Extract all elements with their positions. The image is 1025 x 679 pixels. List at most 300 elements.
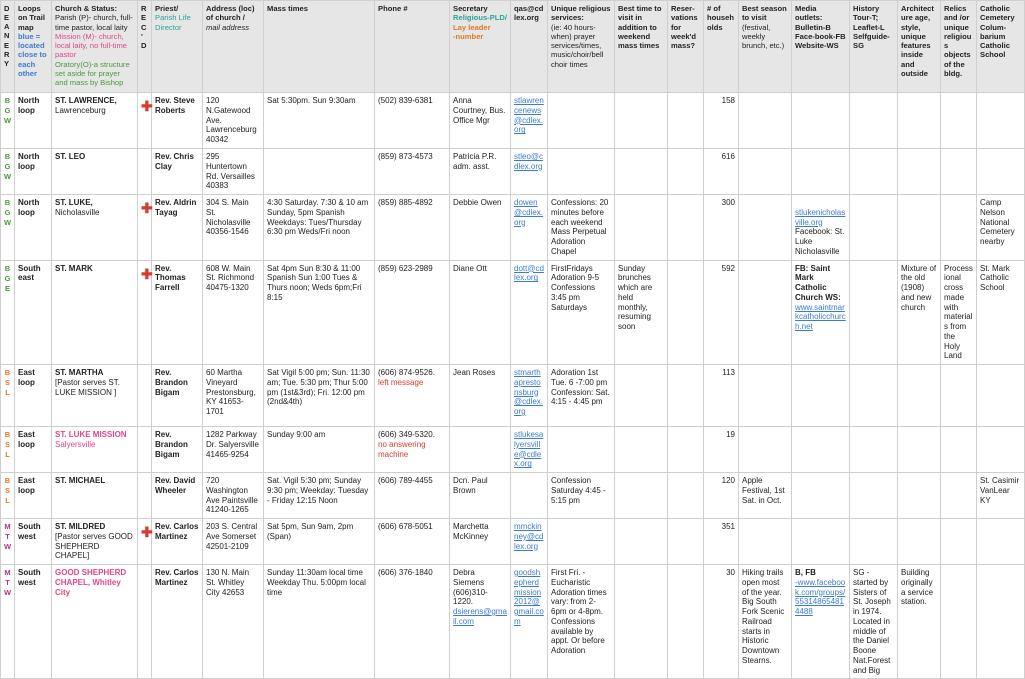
unique-services-cell: FirstFridays Adoration 9-5 Confessions 3:45 pm Saturdays — [548, 260, 615, 365]
phone-cell — [375, 427, 450, 473]
architecture-cell — [898, 195, 941, 261]
reservations-cell — [668, 93, 704, 149]
secretary-email-link[interactable]: dsierens@gmail.com — [453, 607, 507, 626]
unique-services-cell: Adoration 1st Tue. 6 -7:00 pm Confession: Sat. 4:15 - 4:45 pm — [548, 365, 615, 427]
mass-cell — [264, 149, 375, 195]
deanery-letter: G — [4, 273, 11, 283]
header-secretary — [450, 1, 511, 93]
priest-cell: Rev. Carlos Martinez — [152, 565, 203, 679]
reservations-cell — [668, 565, 704, 679]
header-address-label: Address (loc) of church / — [206, 4, 255, 23]
secretary-cell — [450, 565, 511, 679]
header-unique-label: Unique religious services: — [551, 4, 611, 23]
cemetery-cell — [977, 365, 1025, 427]
address-cell: 304 S. Main St. Nicholasville 40356-1546 — [203, 195, 264, 261]
households-cell: 120 — [704, 473, 739, 519]
header-priest-sub: Parish Life Director — [155, 13, 191, 32]
history-cell — [850, 149, 898, 195]
header-media-label: Media outlets: — [795, 4, 823, 23]
deanery-letter: S — [4, 440, 10, 450]
deanery-letter: B — [4, 152, 11, 161]
best-season-cell: Hiking trails open most of the year. Big South Fork Scenic Railroad starts in Historic Downtown Stearns. — [739, 565, 792, 679]
header-media-sub: Bulletin-B Face-book-FB Website-WS — [795, 22, 846, 50]
cemetery-cell — [977, 93, 1025, 149]
households-cell: 592 — [704, 260, 739, 365]
architecture-cell — [898, 473, 941, 519]
address-cell: 130 N. Main St. Whitley City 42653 — [203, 565, 264, 679]
secretary-cell — [450, 195, 511, 261]
header-best-season-sub: (festival, weekly brunch, etc.) — [742, 22, 785, 50]
media-cell — [792, 519, 850, 565]
church-cell — [52, 149, 138, 195]
media-text: FB: Saint Mark Catholic Church WS: — [795, 263, 841, 302]
email-cell — [511, 473, 548, 519]
architecture-cell: Building originally a service station. — [898, 565, 941, 679]
table-body — [1, 93, 1025, 679]
deanery-letter: G — [4, 208, 11, 218]
phone-cell — [375, 149, 450, 195]
history-cell — [850, 365, 898, 427]
email-cell — [511, 93, 548, 149]
reservations-cell — [668, 195, 704, 261]
table-row — [1, 149, 1025, 195]
secretary-name: Debra Siemens (606)310-1220. — [453, 568, 488, 607]
loop-cell: East loop — [15, 427, 52, 473]
phone-cell — [375, 365, 450, 427]
table-row — [1, 365, 1025, 427]
email-cell — [511, 149, 548, 195]
church-cell — [52, 519, 138, 565]
best-time-cell — [615, 519, 668, 565]
email-link[interactable]: stmarthaprestonsburg@cdlex.org — [514, 368, 544, 416]
mass-cell: 4:30 Saturday. 7:30 & 10 am Sunday, 5pm Spanish Weekdays: Tues/Thursday 6:30 pm Weds/Fri noon — [264, 195, 375, 261]
secretary-cell — [450, 93, 511, 149]
secretary-cell — [450, 427, 511, 473]
households-cell: 158 — [704, 93, 739, 149]
relics-cell — [941, 565, 977, 679]
phone-cell — [375, 260, 450, 365]
deanery-letter: M — [4, 522, 11, 531]
header-secretary-sub3: -number — [453, 31, 484, 41]
priest-cell: Rev. David Wheeler — [152, 473, 203, 519]
media-cell — [792, 565, 850, 679]
deanery-cell — [1, 260, 15, 365]
address-cell: 1282 Parkway Dr. Salyersville 41465-9254 — [203, 427, 264, 473]
deanery-letter: B — [4, 476, 11, 485]
mass-cell: Sat 5:30pm. Sun 9:30am — [264, 93, 375, 149]
cemetery-cell: St. Mark Catholic School — [977, 260, 1025, 365]
header-church-p: Parish (P)- church, full-time pastor, local laity — [55, 13, 133, 32]
secretary-cell — [450, 149, 511, 195]
priest-cell: Rev. Chris Clay — [152, 149, 203, 195]
cemetery-cell — [977, 149, 1025, 195]
deanery-letter: W — [4, 116, 12, 126]
header-relics: Relics and /or unique religious objects of the bldg. — [941, 1, 977, 93]
best-season-cell — [739, 365, 792, 427]
cemetery-cell — [977, 565, 1025, 679]
households-cell: 351 — [704, 519, 739, 565]
header-phone: Phone # — [375, 1, 450, 93]
history-cell — [850, 93, 898, 149]
phone-number: (606) 376-1840 — [378, 568, 433, 577]
loop-cell: South west — [15, 565, 52, 679]
relics-cell — [941, 473, 977, 519]
best-time-cell — [615, 473, 668, 519]
header-church — [52, 1, 138, 93]
architecture-cell: Mixture of the old (1908) and new church — [898, 260, 941, 365]
loop-cell: East loop — [15, 365, 52, 427]
header-reservations: Reser-vations for week'd mass? — [668, 1, 704, 93]
church-name: ST. LEO — [55, 152, 86, 161]
header-secretary-label: Secretary — [453, 4, 488, 13]
best-time-cell — [615, 195, 668, 261]
recd-cross-icon — [138, 149, 152, 195]
priest-cell: Rev. Brandon Bigam — [152, 427, 203, 473]
address-cell: 60 Martha Vineyard Prestonsburg, KY 41653-1701 — [203, 365, 264, 427]
best-time-cell: Sunday brunches which are held monthly, resuming soon — [615, 260, 668, 365]
header-loops — [15, 1, 52, 93]
email-link[interactable]: mmckinney@cdlex.org — [514, 522, 544, 551]
best-season-cell — [739, 195, 792, 261]
header-church-m: Mission (M)- church, local laity, no full-time pastor — [55, 31, 128, 60]
deanery-cell — [1, 149, 15, 195]
media-cell — [792, 473, 850, 519]
cemetery-cell: Camp Nelson National Cemetery nearby — [977, 195, 1025, 261]
secretary-cell — [450, 473, 511, 519]
mass-cell: Sat 5pm, Sun 9am, 2pm (Span) — [264, 519, 375, 565]
deanery-letter: M — [4, 568, 11, 577]
media-cell — [792, 427, 850, 473]
table-row — [1, 427, 1025, 473]
header-address-sub: mail address — [206, 22, 250, 32]
best-time-cell — [615, 365, 668, 427]
deanery-letter: G — [4, 106, 11, 116]
relics-cell — [941, 93, 977, 149]
header-loops-note: blue = located close to each other — [18, 31, 47, 78]
deanery-letter: B — [4, 368, 11, 377]
email-cell — [511, 195, 548, 261]
mass-cell: Sat. Vigil 5:30 pm; Sunday 9:30 pm; Weekday: Tuesday - Friday 12:15 Noon — [264, 473, 375, 519]
deanery-letter: W — [4, 542, 12, 552]
church-name: ST. LAWRENCE, — [55, 96, 117, 105]
header-architecture: Architecture age, style, unique features inside and outside — [898, 1, 941, 93]
deanery-letter: E — [4, 283, 10, 293]
deanery-letter: L — [5, 388, 10, 398]
email-link[interactable]: stlukesalyersville@cdlex.org — [514, 430, 544, 469]
deanery-letter: B — [4, 430, 11, 439]
loop-cell: North loop — [15, 149, 52, 195]
phone-number: (606) 349-5320. — [378, 430, 435, 439]
secretary-name: Jean Roses — [453, 368, 496, 377]
history-cell: SG - started by Sisters of St. Joseph in 1974. Located in middle of the Daniel Boone Nat.Forest and Big — [850, 565, 898, 679]
unique-services-cell — [548, 427, 615, 473]
mass-cell: Sat Vigil 5:00 pm; Sun. 11:30 am; Tue. 5:30 pm; Thur 5:00 pm (1st&3rd); Fri. 12:00 pm (2nd&4th) — [264, 365, 375, 427]
best-time-cell — [615, 93, 668, 149]
relics-cell — [941, 427, 977, 473]
architecture-cell — [898, 427, 941, 473]
loop-cell: North loop — [15, 93, 52, 149]
header-church-label: Church & Status: — [55, 4, 118, 13]
secretary-name: Anna Courtney, Bus. Office Mgr — [453, 96, 506, 125]
header-best-time: Best time to visit in addition to weekend mass times — [615, 1, 668, 93]
header-history-label: History — [853, 4, 880, 13]
best-season-cell — [739, 427, 792, 473]
email-cell — [511, 427, 548, 473]
mass-cell: Sat 4pm Sun 8:30 & 11:00 Spanish Sun 1:00 Tues & Thurs noon; Weds 6pm;Fri 8:15 — [264, 260, 375, 365]
table-row — [1, 195, 1025, 261]
unique-services-cell — [548, 149, 615, 195]
phone-cell — [375, 519, 450, 565]
phone-cell — [375, 473, 450, 519]
reservations-cell — [668, 519, 704, 565]
loop-cell: South east — [15, 260, 52, 365]
email-cell — [511, 519, 548, 565]
church-note: [Pastor serves ST. LUKE MISSION ] — [55, 377, 120, 397]
reservations-cell — [668, 149, 704, 195]
history-cell — [850, 260, 898, 365]
email-link[interactable]: stleo@cdlex.org — [514, 152, 544, 171]
unique-services-cell: First Fri. - Eucharistic Adoration times vary: from 2-6pm or 4-8pm. Confessions available by appt. Or before Adoration — [548, 565, 615, 679]
header-deanery: D E A N E R Y — [1, 1, 15, 93]
priest-cell: Rev. Steve Roberts — [152, 93, 203, 149]
phone-number: (859) 885-4892 — [378, 198, 433, 207]
deanery-letter: L — [5, 450, 10, 460]
best-time-cell — [615, 427, 668, 473]
mass-cell: Sunday 9:00 am — [264, 427, 375, 473]
recd-cross-icon: ✚ — [138, 93, 152, 149]
media-text: B, FB — [795, 568, 816, 577]
church-cell — [52, 565, 138, 679]
header-best-season-label: Best season to visit — [742, 4, 787, 23]
recd-cross-icon — [138, 473, 152, 519]
architecture-cell — [898, 93, 941, 149]
priest-cell: Rev. Thomas Farrell — [152, 260, 203, 365]
church-cell — [52, 365, 138, 427]
architecture-cell — [898, 519, 941, 565]
header-mass: Mass times — [264, 1, 375, 93]
reservations-cell — [668, 260, 704, 365]
priest-cell: Rev. Aldrin Tayag — [152, 195, 203, 261]
history-cell — [850, 473, 898, 519]
table-row — [1, 565, 1025, 679]
secretary-name: Dcn. Paul Brown — [453, 476, 488, 495]
secretary-cell — [450, 519, 511, 565]
church-place: Salyersville — [55, 439, 96, 449]
history-cell — [850, 519, 898, 565]
phone-note: left message — [378, 377, 424, 387]
header-priest-label: Priest/ — [155, 4, 179, 13]
deanery-letter: W — [4, 588, 12, 598]
church-cell — [52, 195, 138, 261]
media-cell — [792, 195, 850, 261]
phone-number: (859) 873-4573 — [378, 152, 433, 161]
unique-services-cell — [548, 93, 615, 149]
best-season-cell — [739, 149, 792, 195]
deanery-letter: T — [5, 578, 10, 588]
church-name: GOOD SHEPHERD CHAPEL, Whitley City — [55, 568, 127, 597]
email-link[interactable]: goodshepherdmission2012@gmail.com — [514, 568, 544, 626]
media-tail: Facebook: St. Luke Nicholasville — [795, 227, 845, 256]
deanery-cell — [1, 519, 15, 565]
loop-cell: East loop — [15, 473, 52, 519]
header-priest — [152, 1, 203, 93]
header-history-sub: Tour-T; Leaflet-L Selfguide-SG — [853, 13, 890, 50]
email-cell — [511, 565, 548, 679]
unique-services-cell: Confessions: 20 minutes before each weekend Mass Perpetual Adoration Chapel — [548, 195, 615, 261]
relics-cell — [941, 519, 977, 565]
phone-number: (606) 874-9526. — [378, 368, 435, 377]
deanery-letter: L — [5, 496, 10, 506]
table-row — [1, 519, 1025, 565]
deanery-cell — [1, 473, 15, 519]
media-link[interactable]: stlukenicholasville.org — [795, 207, 846, 227]
church-cell — [52, 473, 138, 519]
cemetery-cell: St. Casimir VanLear KY — [977, 473, 1025, 519]
priest-cell: Rev. Carlos Martinez — [152, 519, 203, 565]
deanery-letter: T — [5, 532, 10, 542]
address-cell: 608 W. Main St. Richmond 40475-1320 — [203, 260, 264, 365]
phone-number: (502) 839-6381 — [378, 96, 433, 105]
phone-number: (606) 789-4455 — [378, 476, 433, 485]
history-cell — [850, 427, 898, 473]
households-cell: 19 — [704, 427, 739, 473]
email-link[interactable]: dowen@cdlex.org — [514, 198, 544, 227]
reservations-cell — [668, 365, 704, 427]
header-church-o: Oratory(O)-a structure set aside for prayer and mass by Bishop — [55, 59, 130, 87]
media-cell — [792, 260, 850, 365]
cemetery-cell — [977, 427, 1025, 473]
phone-note: no answering machine — [378, 439, 426, 459]
email-link[interactable]: dott@cdlex.org — [514, 263, 544, 283]
secretary-name: Debbie Owen — [453, 198, 502, 207]
header-email: qas@cdlex.org — [511, 1, 548, 93]
header-media — [792, 1, 850, 93]
secretary-cell — [450, 365, 511, 427]
table-header — [1, 1, 1025, 93]
media-cell — [792, 365, 850, 427]
recd-cross-icon — [138, 565, 152, 679]
priest-cell: Rev. Brandon Bigam — [152, 365, 203, 427]
recd-cross-icon: ✚ — [138, 519, 152, 565]
deanery-letter: W — [4, 172, 12, 182]
mass-cell: Sunday 11:30am local time Weekday Thu. 5:00pm local time — [264, 565, 375, 679]
church-name: ST. LUKE, — [55, 198, 93, 207]
deanery-cell — [1, 565, 15, 679]
relics-cell — [941, 195, 977, 261]
media-cell — [792, 149, 850, 195]
address-cell: 120 N.Gatewood Ave. Lawrenceburg 40342 — [203, 93, 264, 149]
relics-cell — [941, 149, 977, 195]
media-link[interactable]: -www.facebook.com/groups/553148654814488 — [795, 577, 846, 616]
architecture-cell — [898, 149, 941, 195]
deanery-cell — [1, 427, 15, 473]
best-season-cell — [739, 260, 792, 365]
architecture-cell — [898, 365, 941, 427]
deanery-cell — [1, 195, 15, 261]
best-time-cell — [615, 565, 668, 679]
recd-cross-icon — [138, 427, 152, 473]
media-cell — [792, 93, 850, 149]
loop-cell: North loop — [15, 195, 52, 261]
email-link[interactable]: stlawrencenews@cdlex.org — [514, 96, 544, 135]
secretary-name: Diane Ott — [453, 263, 487, 273]
church-name: ST. MILDRED — [55, 522, 106, 531]
relics-cell: Processional cross made with materials from the Holy Land — [941, 260, 977, 365]
phone-number: (859) 623-2989 — [378, 263, 433, 273]
deanery-letter: S — [4, 486, 10, 496]
church-name: ST. MICHAEL — [55, 476, 106, 485]
church-note: [Pastor serves GOOD SHEPHERD CHAPEL] — [55, 531, 133, 561]
church-cell — [52, 260, 138, 365]
best-season-cell — [739, 519, 792, 565]
church-name: ST. MARK — [55, 263, 93, 273]
cemetery-cell — [977, 519, 1025, 565]
header-address — [203, 1, 264, 93]
email-cell — [511, 260, 548, 365]
history-cell — [850, 195, 898, 261]
deanery-letter: S — [4, 378, 10, 388]
church-name: ST. MARTHA — [55, 368, 104, 377]
church-place: Nicholasville — [55, 207, 100, 217]
secretary-name: Marchetta McKinney — [453, 522, 489, 541]
recd-cross-icon: ✚ — [138, 195, 152, 261]
header-loops-label: Loops on Trail map — [18, 4, 46, 32]
relics-cell — [941, 365, 977, 427]
reservations-cell — [668, 427, 704, 473]
header-history — [850, 1, 898, 93]
recd-cross-icon — [138, 365, 152, 427]
loop-cell: South west — [15, 519, 52, 565]
phone-cell — [375, 93, 450, 149]
households-cell: 616 — [704, 149, 739, 195]
recd-cross-icon: ✚ — [138, 260, 152, 365]
table-row — [1, 260, 1025, 365]
deanery-cell — [1, 365, 15, 427]
deanery-letter: W — [4, 218, 12, 228]
address-cell: 203 S. Central Ave Somerset 42501-2109 — [203, 519, 264, 565]
email-cell — [511, 365, 548, 427]
households-cell: 30 — [704, 565, 739, 679]
deanery-letter: G — [4, 162, 11, 172]
church-place: Lawrenceburg — [55, 105, 106, 115]
unique-services-cell — [548, 519, 615, 565]
church-name: ST. LUKE MISSION — [55, 430, 127, 439]
address-cell: 720 Washington Ave Paintsville 41240-1265 — [203, 473, 264, 519]
header-recd: R E C' D — [138, 1, 152, 93]
header-secretary-sub2: Lay leader — [453, 22, 491, 32]
header-secretary-sub: Religious-PLD/ — [453, 13, 508, 23]
church-cell — [52, 93, 138, 149]
unique-services-cell: Confession Saturday 4:45 - 5:15 pm — [548, 473, 615, 519]
table-row — [1, 473, 1025, 519]
phone-number: (606) 678-5051 — [378, 522, 433, 531]
phone-cell — [375, 565, 450, 679]
households-cell: 300 — [704, 195, 739, 261]
table-row — [1, 93, 1025, 149]
reservations-cell — [668, 473, 704, 519]
deanery-letter: B — [4, 263, 11, 273]
best-season-cell — [739, 93, 792, 149]
media-link[interactable]: www.saintmarkcatholicchurch.net — [795, 302, 846, 331]
secretary-cell — [450, 260, 511, 365]
address-cell: 295 Huntertown Rd. Versailles 40383 — [203, 149, 264, 195]
secretary-name: Patricia P.R. adm. asst. — [453, 152, 497, 171]
deanery-letter: B — [4, 96, 11, 105]
header-best-season — [739, 1, 792, 93]
households-cell: 113 — [704, 365, 739, 427]
phone-cell — [375, 195, 450, 261]
best-season-cell: Apple Festival, 1st Sat. in Oct. — [739, 473, 792, 519]
